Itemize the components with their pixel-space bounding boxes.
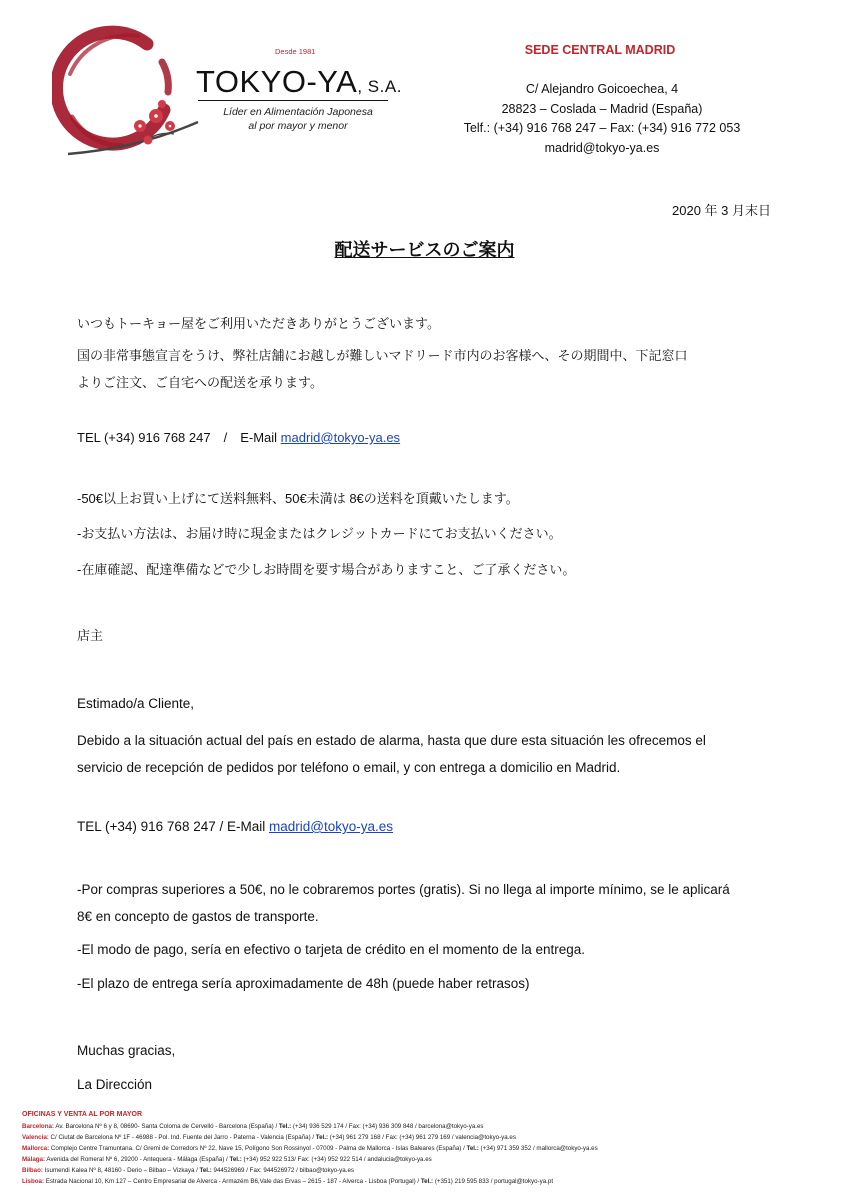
es-intro-line-1: Debido a la situación actual del país en estado de alarma, hasta que dure esta situación les ofrecemos el [77,733,706,748]
jp-email-link[interactable]: madrid@tokyo-ya.es [280,430,401,445]
page-title: 配送サービスのご案内 [334,240,515,260]
footer-office-contact: (+34) 971 359 352 / mallorca@tokyo-ya.es [478,1145,598,1152]
footer-office-city: Valencia: [22,1134,49,1141]
jp-intro-line-1: 国の非常事態宣言をうけ、弊社店舗にお越しが難しいマドリード市内のお客様へ、その期間中、下記窓口 [77,348,688,363]
jp-note-shipping: -50€以上お買い上げにて送料無料、50€未満は 8€の送料を頂戴いたします。 [77,491,519,506]
footer-office-address: Complejo Centre Tramuntana. C/ Gremi de Corredors Nº 22, Nave 15, Polígono Son Rossinyol - 07009 - Palma de Mallorca - Islas Baleares (España) / [49,1145,467,1152]
footer-office-address: Avenida del Romeral Nº 6, 29200 - Antequera - Málaga (España) / [45,1156,230,1163]
footer-office-tel-label: Tel.: [278,1123,292,1130]
brand-name-text: TOKYO-YA [196,64,358,99]
footer-office-tel-label: Tel.: [229,1156,242,1163]
hq-email: madrid@tokyo-ya.es [544,140,660,155]
jp-contact [77,424,757,451]
hq-address [452,80,752,158]
es-thanks: Muchas gracias, [77,1043,176,1058]
tagline-line-2: al por mayor y menor [248,120,348,132]
footer-office [22,1133,822,1144]
es-note-shipping-line-2: 8€ en concepto de gastos de transporte. [77,909,319,924]
jp-signature: 店主 [77,628,104,643]
letter-date: 2020 年 3 月末日 [672,203,771,218]
footer-office-address: C/ Ciutat de Barcelona Nº 1F - 46988 - Pol. Ind. Fuente del Jarro - Paterna - Valencia (España) / [48,1134,316,1141]
footer-office-tel-label: Tel.: [315,1134,329,1141]
jp-note-stock: -在庫確認、配達準備などで少しお時間を要す場合がありますこと、ご了承ください。 [77,562,576,577]
footer-office-address: Isumendi Kalea Nº 8, 48160 - Derio – Bilbao – Vizkaya / [42,1167,200,1174]
jp-intro [77,342,757,396]
footer-office-contact: (+351) 219 595 833 / portugal@tokyo-ya.pt [433,1178,554,1185]
es-intro-line-2: servicio de recepción de pedidos por teléfono o email, y con entrega a domicilio en Madrid. [77,760,621,775]
footer-office-tel-label: Tel.: [199,1167,212,1174]
footer-office [22,1166,822,1177]
footer-office-city: Barcelona: [22,1123,54,1130]
tokyo-ya-logo [52,22,202,167]
es-email-link[interactable]: madrid@tokyo-ya.es [268,819,393,834]
footer-office [22,1144,822,1155]
brand-underline [198,100,388,101]
jp-contact-tel: TEL (+34) 916 768 247 / E-Mail [77,430,281,445]
footer-office-city: Lisboa: [22,1178,45,1185]
footer-office-contact: (+34) 952 922 513/ Fax: (+34) 952 922 514 / andalucia@tokyo-ya.es [241,1156,432,1163]
footer-office-contact: (+34) 936 529 174 / Fax: (+34) 936 309 848 / barcelona@tokyo-ya.es [291,1123,484,1130]
jp-intro-line-2: よりご注文、ご自宅への配送を承ります。 [77,375,323,390]
footer-office-tel-label: Tel.: [420,1178,434,1185]
es-intro [77,727,777,781]
es-contact [77,813,777,840]
brand-tagline [198,105,398,133]
es-signature: La Dirección [77,1077,153,1092]
footer-office-address: Estrada Nacional 10, Km 127 – Centro Empresarial de Alverca - Armazém B6,Vale das Ervas – 2615 - 187 - Alverca - Lisboa (Portugal) / [44,1178,421,1185]
es-note-delivery: -El plazo de entrega sería aproximadamente de 48h (puede haber retrasos) [77,976,530,991]
jp-greeting: いつもトーキョー屋をご利用いただきありがとうございます。 [77,316,440,331]
footer-office [22,1177,822,1188]
es-contact-tel: TEL (+34) 916 768 247 / E-Mail [77,819,269,834]
since-year: Desde 1981 [275,47,316,56]
footer-office [22,1122,822,1133]
es-note-shipping-line-1: -Por compras superiores a 50€, no le cobraremos portes (gratis). Si no llega al importe mínimo, se le aplicará [77,882,730,897]
footer-heading: OFICINAS Y VENTA AL POR MAYOR [22,1111,143,1118]
hq-phone: Telf.: (+34) 916 768 247 – Fax: (+34) 916 772 053 [463,121,741,135]
footer-office-city: Málaga: [22,1156,46,1163]
hq-street: C/ Alejandro Goicoechea, 4 [525,82,679,96]
hq-title: SEDE CENTRAL MADRID [524,43,676,57]
brand-suffix: , S.A. [357,77,402,96]
es-note-payment: -El modo de pago, sería en efectivo o tarjeta de crédito en el momento de la entrega. [77,942,586,957]
brand-name [196,64,402,100]
footer-office-contact: (+34) 961 279 168 / Fax: (+34) 961 279 169 / valencia@tokyo-ya.es [328,1134,516,1141]
tagline-line-1: Líder en Alimentación Japonesa [223,106,373,118]
es-greeting: Estimado/a Cliente, [77,696,195,711]
hq-city: 28823 – Coslada – Madrid (España) [501,101,703,116]
es-note-shipping [77,876,777,930]
footer-office-city: Bilbao: [22,1167,43,1174]
footer-office [22,1155,822,1166]
footer-office-contact: 944526969 / Fax: 944526972 / bilbao@tokyo-ya.es [211,1167,354,1174]
footer-office-address: Av. Barcelona Nº 6 y 8, 08690- Santa Coloma de Cervelló - Barcelona (España) / [53,1123,279,1130]
footer-office-city: Mallorca: [22,1145,50,1152]
footer-office-tel-label: Tel.: [466,1145,479,1152]
jp-note-payment: -お支払い方法は、お届け時に現金またはクレジットカードにてお支払いください。 [77,526,562,541]
